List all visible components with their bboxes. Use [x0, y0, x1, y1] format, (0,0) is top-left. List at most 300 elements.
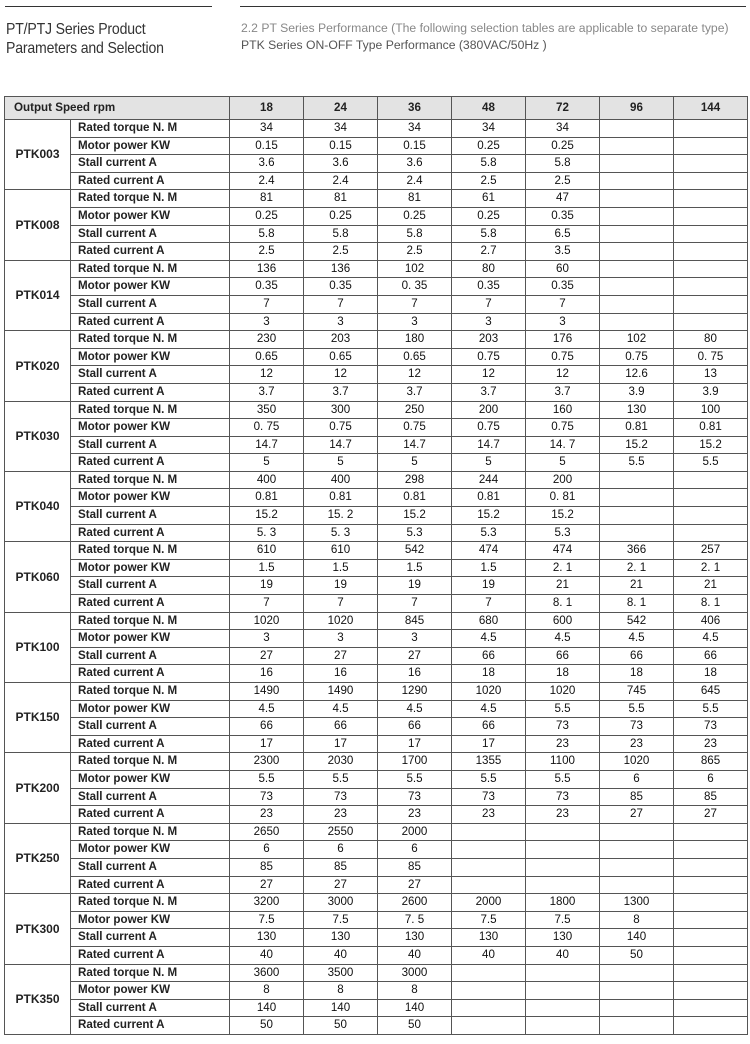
table-row — [5, 366, 748, 384]
value-cell: 5.8 — [230, 225, 304, 243]
param-label-cell: Stall current A — [71, 718, 230, 736]
table-row — [5, 471, 748, 489]
value-cell: 845 — [378, 612, 452, 630]
param-label-cell: Motor power KW — [71, 278, 230, 296]
table-row — [5, 383, 748, 401]
param-label-cell: Motor power KW — [71, 489, 230, 507]
value-cell — [452, 964, 526, 982]
value-cell: 645 — [674, 683, 748, 701]
value-cell: 85 — [230, 858, 304, 876]
section-subtitle: 2.2 PT Series Performance (The following selection tables are applicable to separate type) — [241, 21, 729, 35]
value-cell: 0. 75 — [674, 348, 748, 366]
value-cell: 3.7 — [452, 383, 526, 401]
value-cell: 8 — [600, 911, 674, 929]
model-name-cell: PTK030 — [5, 401, 71, 471]
value-cell: 130 — [378, 929, 452, 947]
value-cell: 2650 — [230, 823, 304, 841]
table-row — [5, 770, 748, 788]
value-cell: 15.2 — [600, 436, 674, 454]
param-label-cell: Rated current A — [71, 595, 230, 613]
table-row — [5, 665, 748, 683]
value-cell: 1300 — [600, 894, 674, 912]
value-cell: 366 — [600, 542, 674, 560]
param-label-cell: Stall current A — [71, 295, 230, 313]
value-cell: 1020 — [304, 612, 378, 630]
value-cell — [600, 120, 674, 138]
value-cell — [674, 876, 748, 894]
value-cell — [452, 1017, 526, 1035]
value-cell: 250 — [378, 401, 452, 419]
value-cell — [600, 841, 674, 859]
value-cell: 5.8 — [378, 225, 452, 243]
value-cell — [674, 207, 748, 225]
table-row — [5, 190, 748, 208]
value-cell: 3.7 — [526, 383, 600, 401]
value-cell: 3.7 — [304, 383, 378, 401]
value-cell: 6 — [230, 841, 304, 859]
table-row — [5, 137, 748, 155]
page-title-line2: Parameters and Selection — [6, 40, 164, 57]
param-label-cell: Rated torque N. M — [71, 823, 230, 841]
value-cell: 23 — [600, 735, 674, 753]
value-cell: 745 — [600, 683, 674, 701]
value-cell: 298 — [378, 471, 452, 489]
value-cell — [600, 207, 674, 225]
table-row — [5, 753, 748, 771]
value-cell: 18 — [674, 665, 748, 683]
page-title — [6, 20, 200, 58]
value-cell: 14.7 — [230, 436, 304, 454]
value-cell: 176 — [526, 331, 600, 349]
table-row — [5, 524, 748, 542]
value-cell — [674, 894, 748, 912]
param-label-cell: Rated current A — [71, 172, 230, 190]
value-cell: 4.5 — [600, 630, 674, 648]
value-cell — [600, 507, 674, 525]
value-cell: 5.8 — [452, 225, 526, 243]
value-cell: 3 — [304, 630, 378, 648]
param-label-cell: Stall current A — [71, 647, 230, 665]
value-cell: 600 — [526, 612, 600, 630]
value-cell: 2.4 — [230, 172, 304, 190]
header-rule-left — [5, 6, 212, 7]
value-cell: 350 — [230, 401, 304, 419]
value-cell: 5.5 — [526, 770, 600, 788]
value-cell: 80 — [674, 331, 748, 349]
table-row — [5, 278, 748, 296]
value-cell — [600, 489, 674, 507]
value-cell: 7 — [304, 595, 378, 613]
value-cell — [600, 313, 674, 331]
value-cell: 5.5 — [526, 700, 600, 718]
param-label-cell: Rated current A — [71, 946, 230, 964]
value-cell — [600, 524, 674, 542]
value-cell: 5.5 — [378, 770, 452, 788]
value-cell: 12 — [452, 366, 526, 384]
param-label-cell: Stall current A — [71, 225, 230, 243]
value-cell: 1020 — [452, 683, 526, 701]
value-cell: 15.2 — [452, 507, 526, 525]
value-cell: 102 — [378, 260, 452, 278]
value-cell: 140 — [600, 929, 674, 947]
value-cell: 7.5 — [452, 911, 526, 929]
value-cell: 21 — [674, 577, 748, 595]
value-cell: 5.3 — [378, 524, 452, 542]
value-cell: 2030 — [304, 753, 378, 771]
value-cell — [674, 172, 748, 190]
value-cell: 7.5 — [526, 911, 600, 929]
table-row — [5, 331, 748, 349]
value-cell: 5 — [378, 454, 452, 472]
param-label-cell: Rated torque N. M — [71, 894, 230, 912]
value-cell: 27 — [304, 876, 378, 894]
value-cell — [674, 225, 748, 243]
header-speed: 24 — [304, 97, 378, 120]
value-cell: 5.5 — [600, 700, 674, 718]
param-label-cell: Rated torque N. M — [71, 683, 230, 701]
value-cell — [452, 876, 526, 894]
value-cell — [674, 295, 748, 313]
value-cell: 2. 1 — [600, 559, 674, 577]
table-row — [5, 243, 748, 261]
value-cell: 1.5 — [452, 559, 526, 577]
page-title-line1: PT/PTJ Series Product — [6, 21, 146, 38]
value-cell: 3.7 — [230, 383, 304, 401]
value-cell — [526, 982, 600, 1000]
value-cell — [674, 471, 748, 489]
value-cell: 27 — [230, 647, 304, 665]
table-row — [5, 841, 748, 859]
value-cell: 3 — [526, 313, 600, 331]
value-cell: 47 — [526, 190, 600, 208]
param-label-cell: Rated torque N. M — [71, 542, 230, 560]
value-cell: 0.25 — [452, 137, 526, 155]
value-cell — [600, 858, 674, 876]
table-row — [5, 542, 748, 560]
value-cell: 5.5 — [600, 454, 674, 472]
value-cell: 5.5 — [304, 770, 378, 788]
value-cell: 23 — [526, 806, 600, 824]
value-cell: 14. 7 — [526, 436, 600, 454]
value-cell — [600, 172, 674, 190]
value-cell: 0.75 — [600, 348, 674, 366]
value-cell: 2.5 — [230, 243, 304, 261]
table-row — [5, 172, 748, 190]
value-cell: 4.5 — [452, 630, 526, 648]
value-cell: 1700 — [378, 753, 452, 771]
value-cell — [600, 964, 674, 982]
value-cell: 73 — [230, 788, 304, 806]
model-name-cell: PTK200 — [5, 753, 71, 823]
param-label-cell: Motor power KW — [71, 770, 230, 788]
value-cell: 85 — [600, 788, 674, 806]
value-cell: 8. 1 — [600, 595, 674, 613]
value-cell: 0.25 — [230, 207, 304, 225]
value-cell: 0.25 — [304, 207, 378, 225]
header-speed: 144 — [674, 97, 748, 120]
value-cell — [674, 858, 748, 876]
value-cell: 12 — [304, 366, 378, 384]
table-row — [5, 823, 748, 841]
table-row — [5, 419, 748, 437]
value-cell — [600, 999, 674, 1017]
value-cell: 3.9 — [674, 383, 748, 401]
value-cell: 2550 — [304, 823, 378, 841]
value-cell: 2.5 — [452, 172, 526, 190]
model-name-cell: PTK100 — [5, 612, 71, 682]
header-speed: 72 — [526, 97, 600, 120]
value-cell: 15. 2 — [304, 507, 378, 525]
table-header-row — [5, 97, 748, 120]
value-cell: 130 — [304, 929, 378, 947]
value-cell: 12 — [230, 366, 304, 384]
value-cell: 0.65 — [230, 348, 304, 366]
value-cell: 5 — [230, 454, 304, 472]
model-name-cell: PTK014 — [5, 260, 71, 330]
table-row — [5, 401, 748, 419]
value-cell: 0.75 — [526, 348, 600, 366]
value-cell: 85 — [378, 858, 452, 876]
param-label-cell: Motor power KW — [71, 559, 230, 577]
value-cell: 542 — [600, 612, 674, 630]
value-cell: 5.5 — [674, 454, 748, 472]
value-cell: 5.5 — [230, 770, 304, 788]
value-cell: 73 — [452, 788, 526, 806]
value-cell — [452, 823, 526, 841]
value-cell — [600, 876, 674, 894]
value-cell — [674, 964, 748, 982]
value-cell: 542 — [378, 542, 452, 560]
value-cell: 15.2 — [230, 507, 304, 525]
param-label-cell: Rated current A — [71, 1017, 230, 1035]
param-label-cell: Motor power KW — [71, 911, 230, 929]
param-label-cell: Motor power KW — [71, 982, 230, 1000]
value-cell: 7 — [230, 595, 304, 613]
value-cell: 610 — [304, 542, 378, 560]
value-cell: 12.6 — [600, 366, 674, 384]
value-cell: 0.81 — [674, 419, 748, 437]
value-cell: 3 — [378, 630, 452, 648]
value-cell: 3.9 — [600, 383, 674, 401]
value-cell — [600, 823, 674, 841]
value-cell: 81 — [304, 190, 378, 208]
value-cell: 14.7 — [304, 436, 378, 454]
value-cell — [452, 999, 526, 1017]
table-row — [5, 876, 748, 894]
value-cell: 2600 — [378, 894, 452, 912]
param-label-cell: Stall current A — [71, 155, 230, 173]
value-cell — [674, 120, 748, 138]
value-cell: 5 — [526, 454, 600, 472]
value-cell: 1290 — [378, 683, 452, 701]
value-cell — [674, 137, 748, 155]
value-cell: 23 — [304, 806, 378, 824]
value-cell — [674, 823, 748, 841]
value-cell: 680 — [452, 612, 526, 630]
value-cell: 66 — [304, 718, 378, 736]
value-cell: 27 — [674, 806, 748, 824]
value-cell: 7 — [526, 295, 600, 313]
value-cell: 19 — [304, 577, 378, 595]
value-cell — [674, 911, 748, 929]
value-cell: 5.3 — [526, 524, 600, 542]
value-cell: 7 — [378, 295, 452, 313]
value-cell: 14.7 — [378, 436, 452, 454]
value-cell: 50 — [304, 1017, 378, 1035]
value-cell: 34 — [230, 120, 304, 138]
value-cell: 13 — [674, 366, 748, 384]
model-name-cell: PTK150 — [5, 683, 71, 753]
value-cell — [674, 507, 748, 525]
value-cell: 17 — [378, 735, 452, 753]
value-cell: 1355 — [452, 753, 526, 771]
value-cell: 27 — [304, 647, 378, 665]
table-row — [5, 507, 748, 525]
value-cell: 5.8 — [452, 155, 526, 173]
param-label-cell: Stall current A — [71, 436, 230, 454]
table-row — [5, 911, 748, 929]
value-cell: 40 — [230, 946, 304, 964]
value-cell: 0.35 — [526, 278, 600, 296]
value-cell: 7 — [452, 295, 526, 313]
value-cell: 5.8 — [526, 155, 600, 173]
value-cell: 16 — [304, 665, 378, 683]
table-row — [5, 700, 748, 718]
value-cell: 1800 — [526, 894, 600, 912]
value-cell: 7 — [230, 295, 304, 313]
value-cell: 130 — [452, 929, 526, 947]
value-cell: 3000 — [304, 894, 378, 912]
value-cell: 8 — [378, 982, 452, 1000]
table-row — [5, 894, 748, 912]
value-cell: 0.35 — [230, 278, 304, 296]
value-cell: 5.8 — [304, 225, 378, 243]
value-cell: 102 — [600, 331, 674, 349]
table-caption: PTK Series ON-OFF Type Performance (380VAC/50Hz ) — [241, 38, 547, 52]
value-cell: 140 — [230, 999, 304, 1017]
value-cell — [600, 155, 674, 173]
value-cell: 73 — [600, 718, 674, 736]
value-cell — [674, 524, 748, 542]
value-cell: 140 — [378, 999, 452, 1017]
value-cell: 244 — [452, 471, 526, 489]
table-row — [5, 207, 748, 225]
value-cell — [600, 260, 674, 278]
table-row — [5, 120, 748, 138]
table-row — [5, 929, 748, 947]
value-cell: 73 — [526, 788, 600, 806]
table-row — [5, 595, 748, 613]
value-cell: 1020 — [600, 753, 674, 771]
param-label-cell: Rated torque N. M — [71, 260, 230, 278]
value-cell: 2.7 — [452, 243, 526, 261]
value-cell: 60 — [526, 260, 600, 278]
param-label-cell: Rated current A — [71, 454, 230, 472]
value-cell — [600, 1017, 674, 1035]
value-cell: 160 — [526, 401, 600, 419]
value-cell — [526, 876, 600, 894]
value-cell: 3500 — [304, 964, 378, 982]
value-cell: 0.81 — [600, 419, 674, 437]
value-cell: 6.5 — [526, 225, 600, 243]
value-cell: 0.25 — [452, 207, 526, 225]
param-label-cell: Rated current A — [71, 735, 230, 753]
value-cell: 3.6 — [304, 155, 378, 173]
model-name-cell: PTK040 — [5, 471, 71, 541]
value-cell: 0.65 — [304, 348, 378, 366]
value-cell: 0.15 — [230, 137, 304, 155]
value-cell: 2300 — [230, 753, 304, 771]
param-label-cell: Rated torque N. M — [71, 190, 230, 208]
value-cell: 50 — [600, 946, 674, 964]
param-label-cell: Motor power KW — [71, 419, 230, 437]
value-cell: 17 — [452, 735, 526, 753]
value-cell: 0.25 — [378, 207, 452, 225]
value-cell — [526, 999, 600, 1017]
value-cell: 136 — [304, 260, 378, 278]
param-label-cell: Motor power KW — [71, 207, 230, 225]
value-cell: 7 — [378, 595, 452, 613]
table-row — [5, 454, 748, 472]
model-name-cell: PTK003 — [5, 120, 71, 190]
param-label-cell: Motor power KW — [71, 137, 230, 155]
value-cell: 15.2 — [378, 507, 452, 525]
value-cell — [674, 155, 748, 173]
param-label-cell: Rated torque N. M — [71, 753, 230, 771]
param-label-cell: Rated torque N. M — [71, 401, 230, 419]
value-cell: 1.5 — [378, 559, 452, 577]
value-cell: 8 — [230, 982, 304, 1000]
table-row — [5, 999, 748, 1017]
param-label-cell: Rated current A — [71, 313, 230, 331]
value-cell — [674, 243, 748, 261]
value-cell — [674, 1017, 748, 1035]
value-cell: 3 — [378, 313, 452, 331]
table-body — [5, 120, 748, 1035]
value-cell: 7.5 — [230, 911, 304, 929]
value-cell: 27 — [378, 876, 452, 894]
value-cell: 4.5 — [674, 630, 748, 648]
value-cell: 474 — [526, 542, 600, 560]
value-cell: 4.5 — [452, 700, 526, 718]
value-cell: 50 — [230, 1017, 304, 1035]
value-cell: 3600 — [230, 964, 304, 982]
value-cell: 130 — [526, 929, 600, 947]
table-row — [5, 313, 748, 331]
value-cell — [600, 471, 674, 489]
value-cell: 12 — [378, 366, 452, 384]
value-cell — [600, 243, 674, 261]
value-cell: 3.5 — [526, 243, 600, 261]
value-cell — [674, 929, 748, 947]
value-cell: 73 — [674, 718, 748, 736]
value-cell: 230 — [230, 331, 304, 349]
value-cell — [452, 982, 526, 1000]
value-cell: 3200 — [230, 894, 304, 912]
value-cell: 4.5 — [230, 700, 304, 718]
table-row — [5, 577, 748, 595]
table-row — [5, 295, 748, 313]
value-cell: 7 — [304, 295, 378, 313]
model-name-cell: PTK300 — [5, 894, 71, 964]
table-row — [5, 735, 748, 753]
value-cell: 0.81 — [378, 489, 452, 507]
value-cell: 73 — [304, 788, 378, 806]
value-cell: 0.35 — [452, 278, 526, 296]
param-label-cell: Rated current A — [71, 665, 230, 683]
value-cell: 5.3 — [452, 524, 526, 542]
param-label-cell: Rated current A — [71, 524, 230, 542]
